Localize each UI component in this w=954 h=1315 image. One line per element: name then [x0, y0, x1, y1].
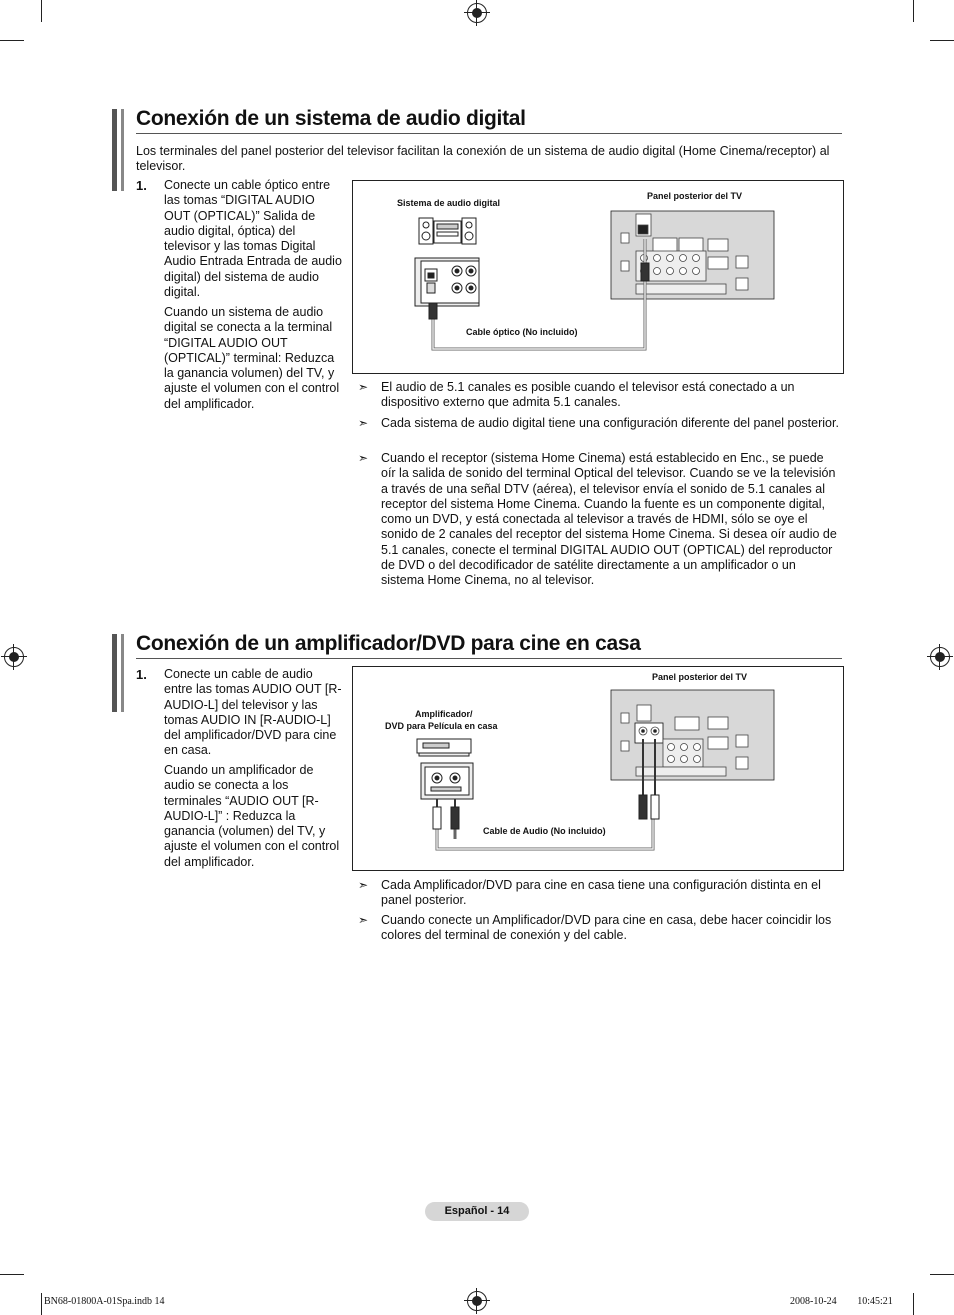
section2-step-text2: Cuando un amplificador de audio se conecta a los terminales “AUDIO OUT [R-AUDIO-L]” : Reduzca la ganancia (volumen) del TV, y ajuste el volumen con el control del amplificador.: [164, 763, 340, 869]
amplifier-dvd-icon: [417, 739, 473, 799]
connection-diagram: [353, 181, 843, 373]
diagram-amplifier: [352, 666, 844, 871]
crop-mark: [41, 1293, 42, 1315]
figure-label-device: DVD para Película en casa: [385, 721, 498, 731]
registration-mark-icon: [930, 647, 950, 667]
section-bar: [112, 109, 117, 191]
page-number: Español - 14: [425, 1202, 529, 1221]
section2-step-text: Conecte un cable de audio entre las tomas AUDIO OUT [R-AUDIO-L] del televisor y las tomas AUDIO IN [R-AUDIO-L] del amplificador/DVD para cine en casa.: [164, 667, 342, 758]
audio-system-panel: [415, 258, 479, 306]
figure-label-device: Amplificador/: [415, 709, 473, 719]
arrow-icon: ➣: [358, 451, 369, 465]
note-item: ➣ El audio de 5.1 canales es posible cuando el televisor está conectado a un dispositivo externo que admita 5.1 canales.: [358, 380, 795, 410]
section-bar: [121, 109, 124, 191]
note-item: ➣ Cuando conecte un Amplificador/DVD para cine en casa, debe hacer coincidir los colores del terminal de conexión y del cable.: [358, 913, 832, 943]
crop-mark: [0, 1274, 24, 1275]
figure-label-cable: Cable de Audio (No incluido): [483, 826, 606, 836]
note-item: ➣ Cuando el receptor (sistema Home Cinema) está establecido en Enc., se puede oír la salida de sonido del terminal Optical del televisor. Cuando se ve la televisión a través de una señal DTV (aérea), el televisor envía el sonido de 5.1 canales al receptor del sistema Home Cinema. Cuando la fuente es un componente digital, como un DVD, y está conectada al televisor a través de HDMI, sólo se oye el sonido de 2 canales del receptor del sistema Home Cinema. Si desea oír audio de 5.1 canales, conecte el terminal DIGITAL AUDIO OUT (OPTICAL) del reproductor de DVD o del decodificador de satélite directamente a un amplificador o un sistema Home Cinema, no al televisor.: [358, 451, 837, 588]
arrow-icon: ➣: [358, 913, 369, 927]
note-item: ➣ Cada sistema de audio digital tiene una configuración diferente del panel posterior.: [358, 416, 839, 430]
crop-mark: [913, 0, 914, 22]
section2-title: Conexión de un amplificador/DVD para cine en casa: [136, 632, 641, 655]
arrow-icon: ➣: [358, 416, 369, 430]
audio-plug: [433, 795, 659, 829]
registration-mark-icon: [467, 3, 487, 23]
print-slug-left: BN68-01800A-01Spa.indb 14: [44, 1296, 165, 1307]
figure-label-panel: Panel posterior del TV: [647, 191, 743, 201]
diagram-digital-audio: [352, 180, 844, 374]
figure-label-panel: Panel posterior del TV: [652, 672, 748, 682]
figure-label-device: Sistema de audio digital: [397, 198, 501, 208]
arrow-icon: ➣: [358, 878, 369, 892]
section-bar: [121, 634, 124, 712]
section1-intro: Los terminales del panel posterior del televisor facilitan la conexión de un sistema de audio digital (Home Cinema/receptor) al televisor.: [136, 144, 830, 174]
section1-step-text2: Cuando un sistema de audio digital se conecta a la terminal “DIGITAL AUDIO OUT (OPTICAL)” terminal: Reduzca la ganancia volumen) del TV, y ajuste el volumen con el control del amplificador.: [164, 305, 340, 411]
registration-mark-icon: [4, 647, 24, 667]
tv-back-panel: [611, 690, 774, 780]
section1-step-text: Conecte un cable óptico entre las tomas “DIGITAL AUDIO OUT (OPTICAL)” Salida de audio digital, óptica) del televisor y las tomas Digital Audio Entrada Entrada de audio digital) del sistema de audio digital.: [164, 178, 342, 300]
section-bar: [112, 634, 117, 712]
step-number: 1.: [136, 667, 147, 682]
registration-mark-icon: [467, 1291, 487, 1311]
crop-mark: [913, 1293, 914, 1315]
connection-diagram: [353, 667, 843, 870]
step-number: 1.: [136, 178, 147, 193]
title-rule: [136, 133, 842, 134]
print-slug-right: 2008-10-24 ￿￿ 10:45:21: [790, 1296, 893, 1307]
figure-label-cable: Cable óptico (No incluido): [466, 327, 578, 337]
section1-title: Conexión de un sistema de audio digital: [136, 107, 526, 130]
audio-system-icon: [419, 218, 476, 244]
arrow-icon: ➣: [358, 380, 369, 394]
crop-mark: [930, 1274, 954, 1275]
tv-back-panel: [611, 211, 774, 299]
crop-mark: [930, 40, 954, 41]
title-rule: [136, 658, 842, 659]
crop-mark: [41, 0, 42, 22]
crop-mark: [0, 40, 24, 41]
note-item: ➣ Cada Amplificador/DVD para cine en casa tiene una configuración distinta en el panel posterior.: [358, 878, 821, 908]
